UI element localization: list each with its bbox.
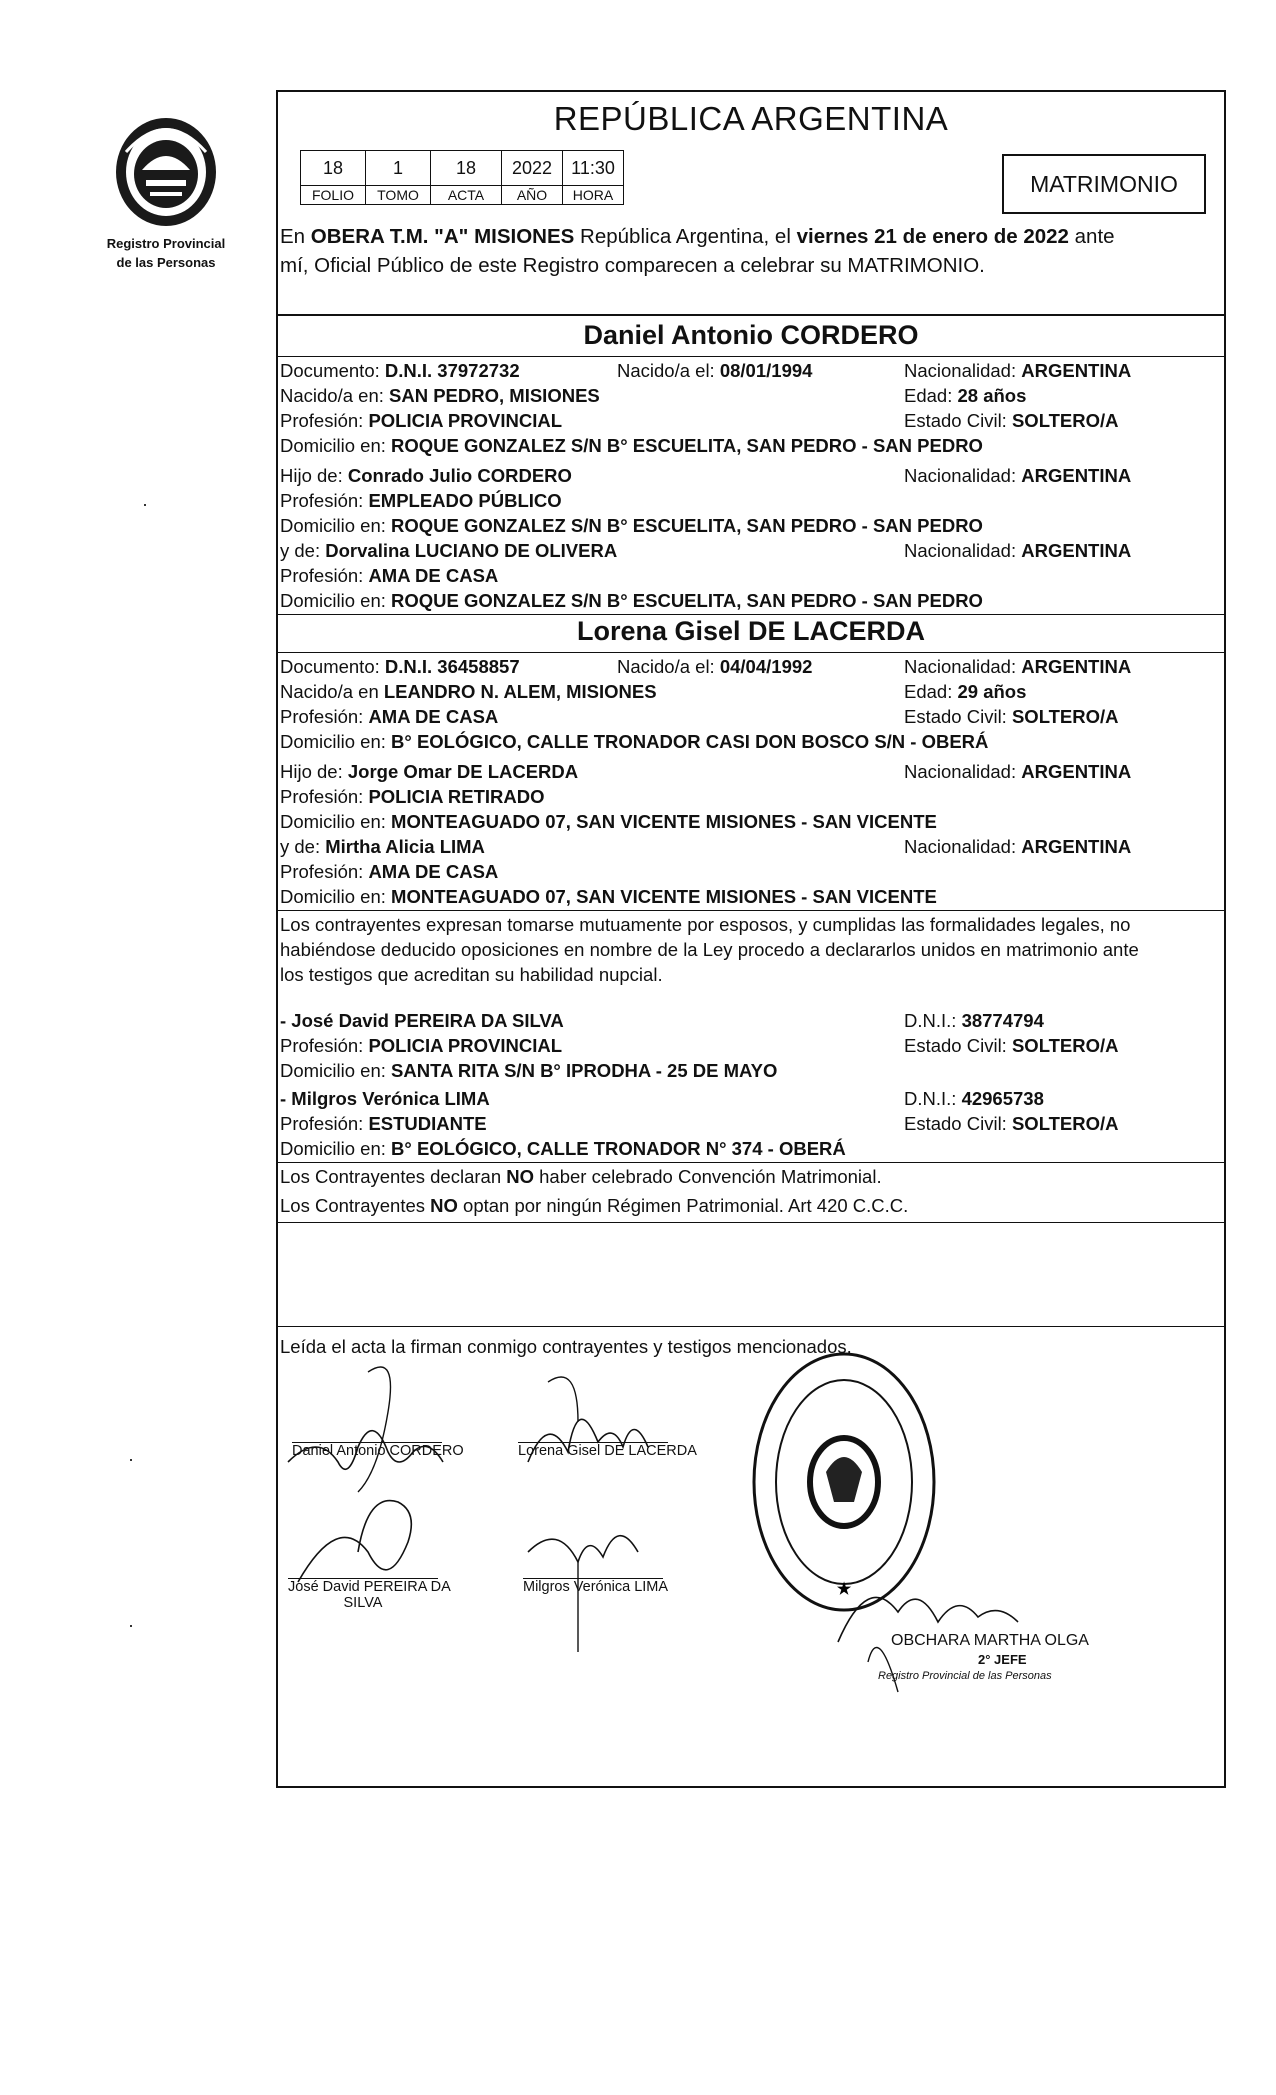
address-label: Domicilio en: <box>280 886 386 907</box>
groom-signature-label: Daniel Antonio CORDERO <box>292 1443 464 1459</box>
groom-doc-line <box>280 360 1224 382</box>
bride-profession: AMA DE CASA <box>368 706 499 727</box>
bride-name: Lorena Gisel DE LACERDA <box>576 616 926 646</box>
groom-profession: POLICIA PROVINCIAL <box>368 410 563 431</box>
groom-father-profession: EMPLEADO PÚBLICO <box>368 490 562 511</box>
divider <box>278 1162 1224 1163</box>
bride-father-name: Jorge Omar DE LACERDA <box>347 761 579 782</box>
nationality-label: Nacionalidad: <box>904 540 1017 561</box>
witness-2-address: B° EOLÓGICO, CALLE TRONADOR N° 374 - OBERÁ <box>391 1138 846 1159</box>
and-of-label: y de: <box>280 540 321 561</box>
witness-2-civil-status: SOLTERO/A <box>1011 1113 1119 1134</box>
and-of-label: y de: <box>280 836 321 857</box>
groom-birth-date: 08/01/1994 <box>719 360 813 381</box>
declaration-line-2: habiéndose deducido oposiciones en nombre de la Ley procedo a declararlos unidos en matrimonio ante <box>280 939 1139 960</box>
bride-signature-label: Lorena Gisel DE LACERDA <box>518 1443 697 1459</box>
groom-mother-address-line <box>280 590 1224 612</box>
official-name: OBCHARA MARTHA OLGA <box>891 1632 1089 1649</box>
witness-1-address-line <box>280 1060 1224 1082</box>
note-1-a: Los Contrayentes declaran <box>280 1166 502 1187</box>
child-of-label: Hijo de: <box>280 761 343 782</box>
tomo-label: TOMO <box>366 186 431 205</box>
divider <box>278 910 1224 911</box>
groom-address: ROQUE GONZALEZ S/N B° ESCUELITA, SAN PEDRO - SAN PEDRO <box>391 435 983 456</box>
profession-label: Profesión: <box>280 410 364 431</box>
groom-dni: D.N.I. 37972732 <box>384 360 520 381</box>
stray-mark <box>144 504 146 506</box>
bride-address: B° EOLÓGICO, CALLE TRONADOR CASI DON BOSCO S/N - OBERÁ <box>391 731 989 752</box>
intro-date: viernes 21 de enero de 2022 <box>796 225 1069 248</box>
folio-value: 18 <box>301 151 366 186</box>
divider <box>278 1222 1224 1223</box>
address-label: Domicilio en: <box>280 731 386 752</box>
address-label: Domicilio en: <box>280 590 386 611</box>
witness-2-profession-line <box>280 1113 1224 1135</box>
note-2-a: Los Contrayentes <box>280 1195 426 1216</box>
declaration-line-3: los testigos que acreditan su habilidad nupcial. <box>280 964 663 985</box>
bride-mother-profession: AMA DE CASA <box>368 861 499 882</box>
anio-label: AÑO <box>502 186 563 205</box>
profession-label: Profesión: <box>280 706 364 727</box>
intro-suffix: ante <box>1074 225 1115 248</box>
witness-2-signature-label: Milgros Verónica LIMA <box>523 1579 669 1595</box>
born-date-label: Nacido/a el: <box>617 360 715 381</box>
acta-value: 18 <box>431 151 502 186</box>
address-label: Domicilio en: <box>280 1138 386 1159</box>
groom-birthplace-line <box>280 385 1224 407</box>
bride-mother-address: MONTEAGUADO 07, SAN VICENTE MISIONES - SAN VICENTE <box>391 886 937 907</box>
intro-place: OBERA T.M. "A" MISIONES <box>310 225 575 248</box>
address-label: Domicilio en: <box>280 515 386 536</box>
bride-mother-profession-line <box>280 861 1224 883</box>
groom-father-address-line <box>280 515 1224 537</box>
note-1-no: NO <box>506 1166 534 1187</box>
svg-text:★: ★ <box>836 1581 852 1598</box>
witness-2-name-line <box>280 1088 1224 1110</box>
record-kind-box: MATRIMONIO <box>1002 154 1206 214</box>
registry-logo-block <box>96 112 236 270</box>
age-label: Edad: <box>904 681 953 702</box>
bride-age: 29 años <box>957 681 1027 702</box>
civil-status-label: Estado Civil: <box>904 706 1007 727</box>
hora-value: 11:30 <box>563 151 624 186</box>
divider <box>278 652 1224 653</box>
registry-seal-stamp <box>746 1342 942 1622</box>
child-of-label: Hijo de: <box>280 465 343 486</box>
profession-label: Profesión: <box>280 1113 364 1134</box>
witness-1-profession-line <box>280 1035 1224 1057</box>
stray-mark <box>130 1625 132 1627</box>
intro-line-2: mí, Oficial Público de este Registro comparecen a celebrar su MATRIMONIO. <box>280 254 985 277</box>
hora-label: HORA <box>563 186 624 205</box>
profession-label: Profesión: <box>280 861 364 882</box>
dni-label: D.N.I.: <box>904 1010 957 1031</box>
address-label: Domicilio en: <box>280 435 386 456</box>
witness-2-dni: 42965738 <box>961 1088 1044 1109</box>
bride-profession-line <box>280 706 1224 728</box>
civil-status-label: Estado Civil: <box>904 410 1007 431</box>
witness-2-name: - Milgros Verónica LIMA <box>280 1088 490 1109</box>
profession-label: Profesión: <box>280 490 364 511</box>
nationality-label: Nacionalidad: <box>904 761 1017 782</box>
witness-1-signature-label <box>288 1578 451 1611</box>
witness-1-name-line <box>280 1010 1224 1032</box>
profession-label: Profesión: <box>280 786 364 807</box>
logo-caption-1: Registro Provincial <box>106 236 226 251</box>
nationality-label: Nacionalidad: <box>904 360 1017 381</box>
doc-label: Documento: <box>280 656 380 677</box>
groom-civil-status: SOLTERO/A <box>1011 410 1119 431</box>
born-in-label: Nacido/a en: <box>280 385 384 406</box>
bride-father-profession-line <box>280 786 1224 808</box>
witness-1-civil-status: SOLTERO/A <box>1011 1035 1119 1056</box>
address-label: Domicilio en: <box>280 1060 386 1081</box>
note-2-no: NO <box>430 1195 458 1216</box>
address-label: Domicilio en: <box>280 811 386 832</box>
official-role: 2° JEFE <box>978 1652 1027 1667</box>
bride-address-line <box>280 731 1224 753</box>
born-date-label: Nacido/a el: <box>617 656 715 677</box>
declaration-paragraph <box>280 912 1224 987</box>
groom-profession-line <box>280 410 1224 432</box>
groom-father-line <box>280 465 1224 487</box>
divider <box>278 1326 1224 1327</box>
tomo-value: 1 <box>366 151 431 186</box>
civil-status-label: Estado Civil: <box>904 1113 1007 1134</box>
civil-status-label: Estado Civil: <box>904 1035 1007 1056</box>
note-regime <box>280 1195 1224 1217</box>
declaration-line-1: Los contrayentes expresan tomarse mutuamente por esposos, y cumplidas las formalidades legales, no <box>280 914 1131 935</box>
signature-intro: Leída el acta la firman conmigo contrayentes y testigos mencionados. <box>280 1336 852 1357</box>
record-meta-table <box>300 150 624 205</box>
groom-mother-profession-line <box>280 565 1224 587</box>
stray-mark <box>130 1459 132 1461</box>
witness-1-name: - José David PEREIRA DA SILVA <box>280 1010 564 1031</box>
bride-mother-name: Mirtha Alicia LIMA <box>325 836 485 857</box>
bride-father-profession: POLICIA RETIRADO <box>368 786 545 807</box>
groom-name: Daniel Antonio CORDERO <box>583 320 919 350</box>
marriage-certificate-form <box>276 90 1226 1788</box>
groom-mother-nationality: ARGENTINA <box>1021 540 1132 561</box>
note-convention <box>280 1166 1224 1188</box>
born-in-label: Nacido/a en <box>280 681 379 702</box>
groom-father-nationality: ARGENTINA <box>1021 465 1132 486</box>
bride-doc-line <box>280 656 1224 678</box>
groom-father-name: Conrado Julio CORDERO <box>347 465 572 486</box>
profession-label: Profesión: <box>280 1035 364 1056</box>
witness-2-address-line <box>280 1138 1224 1160</box>
nationality-label: Nacionalidad: <box>904 656 1017 677</box>
note-2-c: optan por ningún Régimen Patrimonial. Art 420 C.C.C. <box>463 1195 909 1216</box>
divider <box>278 314 1224 316</box>
groom-father-profession-line <box>280 490 1224 512</box>
bride-birth-date: 04/04/1992 <box>719 656 813 677</box>
anio-value: 2022 <box>502 151 563 186</box>
groom-age: 28 años <box>957 385 1027 406</box>
divider <box>278 614 1224 615</box>
bride-father-address-line <box>280 811 1224 833</box>
official-registry: Registro Provincial de las Personas <box>878 1670 1052 1682</box>
groom-mother-line <box>280 540 1224 562</box>
bride-nationality: ARGENTINA <box>1021 656 1132 677</box>
groom-address-line <box>280 435 1224 457</box>
witness-1-signature-name: José David PEREIRA DA <box>288 1579 451 1595</box>
intro-paragraph <box>280 222 1224 280</box>
doc-label: Documento: <box>280 360 380 381</box>
bride-father-address: MONTEAGUADO 07, SAN VICENTE MISIONES - SAN VICENTE <box>391 811 937 832</box>
province-coat-of-arms-logo <box>106 112 226 232</box>
groom-father-address: ROQUE GONZALEZ S/N B° ESCUELITA, SAN PEDRO - SAN PEDRO <box>391 515 983 536</box>
bride-dni: D.N.I. 36458857 <box>384 656 520 677</box>
bride-father-nationality: ARGENTINA <box>1021 761 1132 782</box>
groom-mother-name: Dorvalina LUCIANO DE OLIVERA <box>325 540 618 561</box>
acta-label: ACTA <box>431 186 502 205</box>
bride-father-line <box>280 761 1224 783</box>
witness-1-address: SANTA RITA S/N B° IPRODHA - 25 DE MAYO <box>391 1060 778 1081</box>
divider <box>278 356 1224 357</box>
profession-label: Profesión: <box>280 565 364 586</box>
nationality-label: Nacionalidad: <box>904 836 1017 857</box>
witness-1-profession: POLICIA PROVINCIAL <box>368 1035 563 1056</box>
witness-2-profession: ESTUDIANTE <box>368 1113 487 1134</box>
groom-nationality: ARGENTINA <box>1021 360 1132 381</box>
intro-country: República Argentina, el <box>580 225 791 248</box>
bride-birthplace: LEANDRO N. ALEM, MISIONES <box>383 681 657 702</box>
age-label: Edad: <box>904 385 953 406</box>
witness-1-signature-surname: SILVA <box>343 1595 383 1611</box>
bride-birthplace-line <box>280 681 1224 703</box>
groom-birthplace: SAN PEDRO, MISIONES <box>389 385 600 406</box>
note-1-c: haber celebrado Convención Matrimonial. <box>539 1166 882 1187</box>
groom-mother-address: ROQUE GONZALEZ S/N B° ESCUELITA, SAN PEDRO - SAN PEDRO <box>391 590 983 611</box>
bride-mother-nationality: ARGENTINA <box>1021 836 1132 857</box>
bride-mother-address-line <box>280 886 1224 908</box>
intro-prefix: En <box>280 225 306 248</box>
folio-label: FOLIO <box>301 186 366 205</box>
page-title: REPÚBLICA ARGENTINA <box>553 100 949 137</box>
bride-civil-status: SOLTERO/A <box>1011 706 1119 727</box>
logo-caption-2: de las Personas <box>116 255 216 270</box>
groom-mother-profession: AMA DE CASA <box>368 565 499 586</box>
nationality-label: Nacionalidad: <box>904 465 1017 486</box>
bride-mother-line <box>280 836 1224 858</box>
witness-1-dni: 38774794 <box>961 1010 1044 1031</box>
dni-label: D.N.I.: <box>904 1088 957 1109</box>
